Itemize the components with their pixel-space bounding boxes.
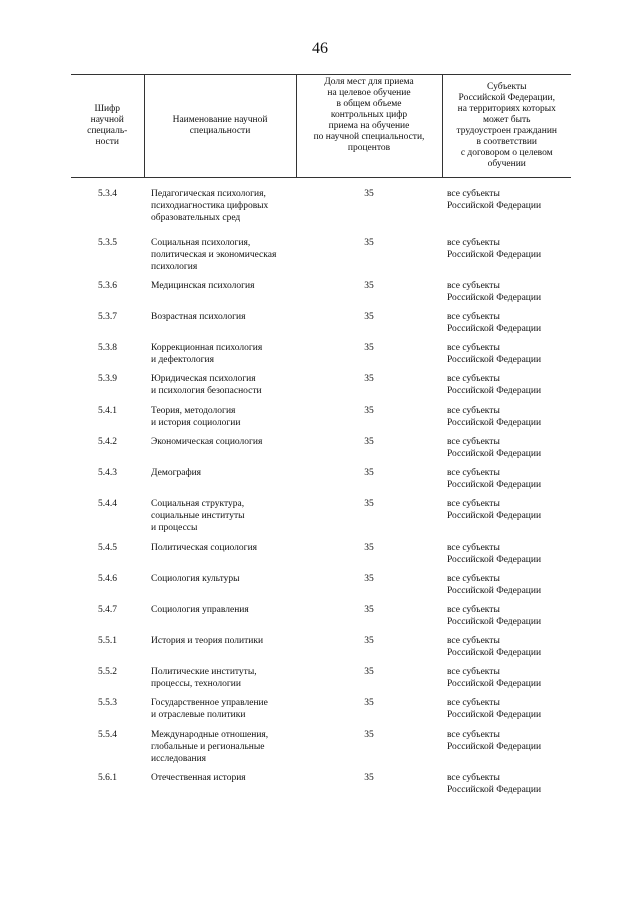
row-subjects: все субъекты Российской Федерации xyxy=(447,312,542,334)
row-subjects: все субъекты Российской Федерации xyxy=(447,636,542,658)
row-name: Политические институты, процессы, технологии xyxy=(151,667,257,689)
row-subjects: все субъекты Российской Федерации xyxy=(447,406,542,428)
row-code: 5.4.2 xyxy=(98,437,117,447)
row-name: Социальная структура, социальные институты и процессы xyxy=(151,499,245,533)
header-name: Наименование научной специальности xyxy=(144,75,296,178)
row-subjects: все субъекты Российской Федерации xyxy=(447,543,542,565)
table-row xyxy=(71,772,571,803)
row-code: 5.4.1 xyxy=(98,406,117,416)
row-share: 35 xyxy=(364,468,374,478)
row-subjects: все субъекты Российской Федерации xyxy=(447,667,542,689)
row-share: 35 xyxy=(364,374,374,384)
table-row xyxy=(71,311,571,342)
row-name: Коррекционная психология и дефектология xyxy=(151,343,263,365)
row-share: 35 xyxy=(364,238,374,248)
row-name: Отечественная история xyxy=(151,773,246,783)
row-code: 5.3.9 xyxy=(98,374,117,384)
table-row xyxy=(71,666,571,697)
row-name: Социология управления xyxy=(151,605,249,615)
row-code: 5.5.2 xyxy=(98,667,117,677)
row-subjects: все субъекты Российской Федерации xyxy=(447,730,542,752)
row-subjects: все субъекты Российской Федерации xyxy=(447,605,542,627)
row-share: 35 xyxy=(364,406,374,416)
row-code: 5.3.8 xyxy=(98,343,117,353)
row-name: Социальная психология, политическая и экономическая психология xyxy=(151,238,277,272)
row-name: История и теория политики xyxy=(151,636,264,646)
table-row xyxy=(71,573,571,604)
row-code: 5.5.1 xyxy=(98,636,117,646)
row-subjects: все субъекты Российской Федерации xyxy=(447,437,542,459)
row-name: Теория, методология и история социологии xyxy=(151,406,241,428)
table-row xyxy=(71,542,571,573)
row-share: 35 xyxy=(364,605,374,615)
table-row xyxy=(71,237,571,280)
table-row xyxy=(71,498,571,542)
table-body xyxy=(71,178,571,804)
row-code: 5.3.4 xyxy=(98,189,117,199)
row-subjects: все субъекты Российской Федерации xyxy=(447,189,542,211)
row-share: 35 xyxy=(364,343,374,353)
row-share: 35 xyxy=(364,312,374,322)
table-row xyxy=(71,188,571,237)
row-code: 5.4.7 xyxy=(98,605,117,615)
row-name: Демография xyxy=(151,468,202,478)
row-share: 35 xyxy=(364,636,374,646)
row-name: Политическая социология xyxy=(151,543,258,553)
header-share: Доля мест для приема на целевое обучение в общем объеме контрольных цифр приема на обучение по научной специальности, процентов xyxy=(296,75,442,178)
table-row xyxy=(71,405,571,436)
table-row xyxy=(71,342,571,373)
table-row xyxy=(71,729,571,772)
row-code: 5.4.5 xyxy=(98,543,117,553)
table-row xyxy=(71,436,571,467)
row-name: Возрастная психология xyxy=(151,312,246,322)
table-row xyxy=(71,467,571,498)
row-share: 35 xyxy=(364,189,374,199)
row-share: 35 xyxy=(364,437,374,447)
table-row xyxy=(71,604,571,635)
row-code: 5.6.1 xyxy=(98,773,117,783)
row-share: 35 xyxy=(364,499,374,509)
row-subjects: все субъекты Российской Федерации xyxy=(447,773,542,795)
row-code: 5.4.4 xyxy=(98,499,117,509)
row-code: 5.5.3 xyxy=(98,698,117,708)
row-name: Международные отношения, глобальные и региональные исследования xyxy=(151,730,269,764)
row-subjects: все субъекты Российской Федерации xyxy=(447,499,542,521)
row-name: Педагогическая психология, психодиагностика цифровых образовательных сред xyxy=(151,189,269,223)
row-code: 5.5.4 xyxy=(98,730,117,740)
row-name: Экономическая социология xyxy=(151,437,263,447)
row-share: 35 xyxy=(364,281,374,291)
row-subjects: все субъекты Российской Федерации xyxy=(447,281,542,303)
row-code: 5.4.6 xyxy=(98,574,117,584)
row-name: Юридическая психология и психология безопасности xyxy=(151,374,262,396)
row-share: 35 xyxy=(364,667,374,677)
row-name: Государственное управление и отраслевые политики xyxy=(151,698,268,720)
row-subjects: все субъекты Российской Федерации xyxy=(447,343,542,365)
row-share: 35 xyxy=(364,773,374,783)
row-code: 5.4.3 xyxy=(98,468,117,478)
row-code: 5.3.6 xyxy=(98,281,117,291)
row-code: 5.3.7 xyxy=(98,312,117,322)
row-code: 5.3.5 xyxy=(98,238,117,248)
row-name: Медицинская психология xyxy=(151,281,255,291)
row-share: 35 xyxy=(364,574,374,584)
table-header-row xyxy=(71,75,571,178)
table-row xyxy=(71,697,571,729)
table-row xyxy=(71,635,571,666)
row-share: 35 xyxy=(364,698,374,708)
row-subjects: все субъекты Российской Федерации xyxy=(447,238,542,260)
specialties-table xyxy=(71,74,571,803)
row-subjects: все субъекты Российской Федерации xyxy=(447,698,542,720)
row-share: 35 xyxy=(364,543,374,553)
table-row xyxy=(71,373,571,405)
header-subjects: Субъекты Российской Федерации, на территориях которых может быть трудоустроен гражданин в соответствии с договором о целевом обучении xyxy=(442,75,571,178)
header-code: Шифр научной специаль- ности xyxy=(71,75,144,178)
row-name: Социология культуры xyxy=(151,574,240,584)
table-row xyxy=(71,280,571,311)
row-subjects: все субъекты Российской Федерации xyxy=(447,574,542,596)
page-number: 46 xyxy=(312,40,328,57)
row-share: 35 xyxy=(364,730,374,740)
row-subjects: все субъекты Российской Федерации xyxy=(447,468,542,490)
row-subjects: все субъекты Российской Федерации xyxy=(447,374,542,396)
